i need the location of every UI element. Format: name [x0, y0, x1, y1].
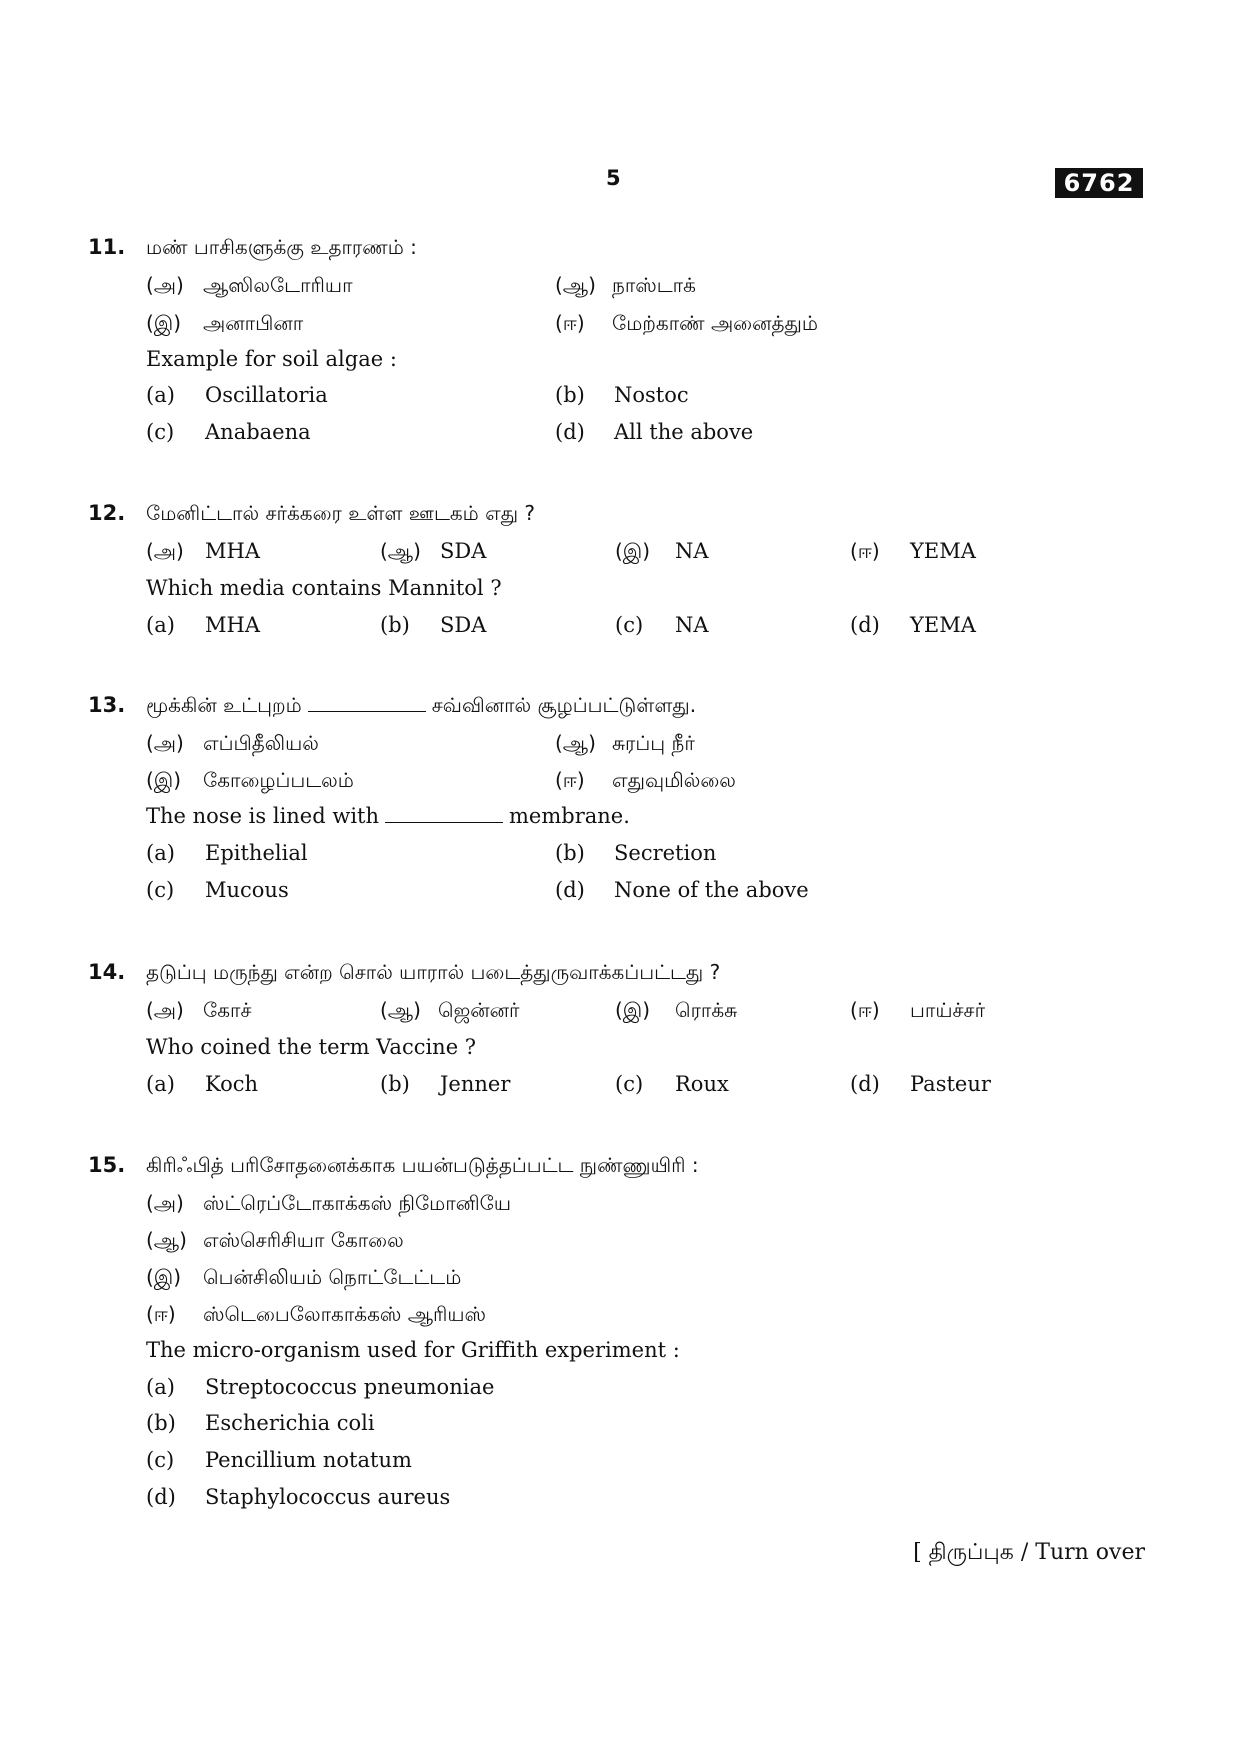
english-question: The micro-organism used for Griffith experiment : [146, 1338, 680, 1362]
tamil-option-text: ஆஸிலடோரியா [203, 273, 353, 297]
question-number: 15. [88, 1153, 126, 1177]
tamil-option-label: (இ) [146, 1265, 182, 1289]
option-text: Secretion [614, 841, 717, 865]
tamil-option-label: (அ) [146, 539, 184, 563]
tamil-option-text: ரொக்சு [675, 998, 738, 1022]
question-number: 13. [88, 693, 126, 717]
option-label: (c) [146, 1448, 175, 1472]
tamil-option-text: எதுவுமில்லை [612, 768, 736, 792]
option-text: Nostoc [614, 383, 689, 407]
option-text: All the above [614, 420, 754, 444]
tamil-option-text: நாஸ்டாக் [612, 273, 696, 297]
tamil-question: கிரிஃபித் பரிசோதனைக்காக பயன்படுத்தப்பட்ட நுண்ணுயிரி : [146, 1153, 699, 1177]
tamil-question: தடுப்பு மருந்து என்ற சொல் யாரால் படைத்துருவாக்கப்பட்டது ? [146, 960, 721, 984]
tamil-option-label: (ஆ) [555, 273, 596, 297]
tamil-option-label: (ஈ) [850, 998, 880, 1022]
turn-over-note: [ திருப்புக / Turn over [913, 1540, 1145, 1565]
option-text: Epithelial [205, 841, 308, 865]
option-label: (b) [380, 1072, 410, 1096]
tamil-option-label: (ஈ) [555, 768, 585, 792]
tamil-option-label: (இ) [615, 998, 651, 1022]
english-question [146, 799, 630, 833]
option-text: Koch [205, 1072, 259, 1096]
tamil-option-text: மேற்காண் அனைத்தும் [612, 311, 818, 335]
option-label: (d) [850, 1072, 880, 1096]
tamil-option-text: ஸ்ட்ரெப்டோகாக்கஸ் நிமோனியே [203, 1191, 511, 1215]
option-text: Pencillium notatum [205, 1448, 412, 1472]
option-text: Escherichia coli [205, 1411, 375, 1435]
tamil-question: மேனிட்டால் சர்க்கரை உள்ள ஊடகம் எது ? [146, 501, 536, 525]
option-label: (d) [146, 1485, 176, 1509]
option-label: (a) [146, 1375, 175, 1399]
option-label: (b) [146, 1411, 176, 1435]
paper-code-badge: 6762 [1055, 168, 1143, 198]
question-number: 11. [88, 235, 126, 259]
tamil-option-label: (இ) [146, 768, 182, 792]
option-text: Streptococcus pneumoniae [205, 1375, 495, 1399]
tamil-option-label: (அ) [146, 998, 184, 1022]
tamil-option-label: (ஈ) [146, 1302, 176, 1326]
tamil-option-label: (ஈ) [555, 311, 585, 335]
question-number: 14. [88, 960, 126, 984]
tamil-option-text: கோச் [203, 998, 252, 1022]
tamil-option-label: (ஆ) [380, 998, 421, 1022]
tamil-option-label: (இ) [146, 311, 182, 335]
page-number: 5 [606, 166, 621, 190]
option-text: YEMA [910, 613, 976, 637]
english-question: Example for soil algae : [146, 347, 397, 371]
option-label: (d) [555, 878, 585, 902]
option-text: Oscillatoria [205, 383, 328, 407]
tamil-option-text: SDA [440, 539, 487, 563]
option-text: Pasteur [910, 1072, 991, 1096]
tamil-option-text: சுரப்பு நீர் [612, 731, 695, 755]
tamil-option-text: MHA [205, 539, 260, 563]
english-question-end: membrane. [509, 804, 630, 828]
question-number: 12. [88, 501, 126, 525]
option-text: Staphylococcus aureus [205, 1485, 451, 1509]
tamil-option-text: YEMA [910, 539, 976, 563]
tamil-option-label: (அ) [146, 273, 184, 297]
option-text: Jenner [440, 1072, 511, 1096]
tamil-option-text: கோழைப்படலம் [203, 768, 354, 792]
option-label: (a) [146, 383, 175, 407]
tamil-option-label: (ஈ) [850, 539, 880, 563]
english-question-start: The nose is lined with [146, 804, 380, 828]
tamil-option-label: (இ) [615, 539, 651, 563]
option-text: SDA [440, 613, 487, 637]
tamil-option-text: எப்பிதீலியல் [203, 731, 319, 755]
option-label: (b) [555, 383, 585, 407]
tamil-question-start: மூக்கின் உட்புறம் [146, 693, 302, 717]
fill-blank [308, 693, 426, 712]
tamil-option-label: (அ) [146, 1191, 184, 1215]
tamil-option-label: (ஆ) [555, 731, 596, 755]
tamil-option-text: ஜென்னர் [438, 998, 520, 1022]
english-question: Who coined the term Vaccine ? [146, 1035, 477, 1059]
fill-blank [385, 804, 503, 823]
option-label: (c) [146, 420, 175, 444]
option-label: (a) [146, 1072, 175, 1096]
tamil-question: மண் பாசிகளுக்கு உதாரணம் : [146, 235, 417, 259]
tamil-option-text: பாய்ச்சர் [910, 998, 986, 1022]
option-label: (d) [555, 420, 585, 444]
option-label: (d) [850, 613, 880, 637]
option-text: MHA [205, 613, 260, 637]
tamil-option-label: (ஆ) [146, 1228, 187, 1252]
option-label: (b) [380, 613, 410, 637]
tamil-option-label: (அ) [146, 731, 184, 755]
option-label: (b) [555, 841, 585, 865]
option-label: (a) [146, 613, 175, 637]
option-text: Anabaena [205, 420, 311, 444]
tamil-option-text: NA [675, 539, 709, 563]
option-text: None of the above [614, 878, 809, 902]
option-text: Roux [675, 1072, 729, 1096]
tamil-option-text: பென்சிலியம் நொட்டேட்டம் [203, 1265, 462, 1289]
tamil-question [146, 688, 696, 722]
option-text: Mucous [205, 878, 289, 902]
english-question: Which media contains Mannitol ? [146, 576, 502, 600]
tamil-option-label: (ஆ) [380, 539, 421, 563]
tamil-option-text: அனாபினா [203, 311, 304, 335]
option-label: (a) [146, 841, 175, 865]
tamil-option-text: ஸ்டெபைலோகாக்கஸ் ஆரியஸ் [203, 1302, 487, 1326]
option-label: (c) [615, 1072, 644, 1096]
tamil-option-text: எஸ்செரிசியா கோலை [203, 1228, 404, 1252]
option-label: (c) [146, 878, 175, 902]
tamil-question-end: சவ்வினால் சூழப்பட்டுள்ளது. [431, 693, 697, 717]
option-label: (c) [615, 613, 644, 637]
option-text: NA [675, 613, 709, 637]
